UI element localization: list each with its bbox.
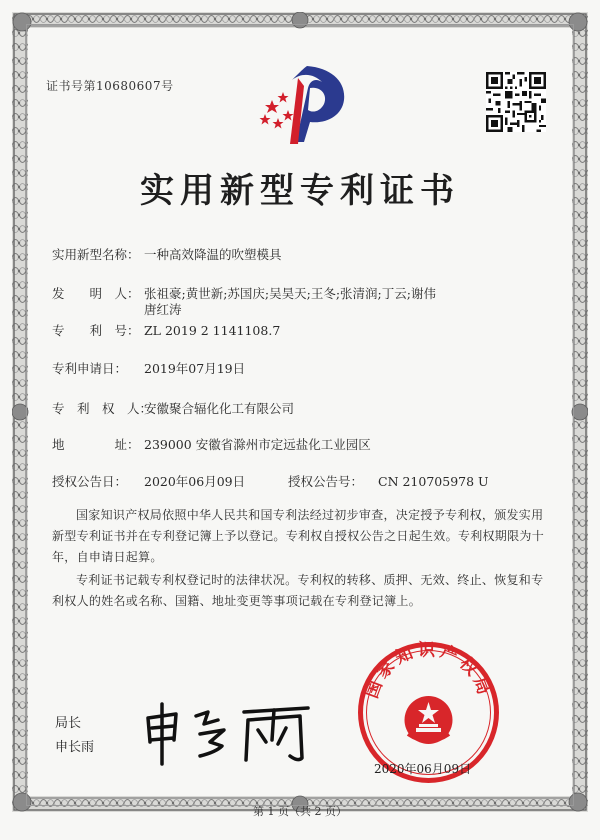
certificate-title: 实用新型专利证书 xyxy=(140,171,460,211)
handwritten-signature xyxy=(140,700,320,770)
announcement-label: 授权公告号： xyxy=(288,474,364,489)
seal-date: 2020年06月09日 xyxy=(374,762,472,776)
signatory-title: 局长 xyxy=(55,716,82,731)
field-label: 地 址： xyxy=(52,437,140,452)
paragraph-grant-statement: 国家知识产权局依照中华人民共和国专利法经过初步审查，决定授予专利权，颁发实用新型专利证书并在专利登记簿上予以登记。专利权自授权公告之日起生效。专利权期限为十年，自申请日起算。 xyxy=(52,508,545,564)
announcement-number: CN 210705978 U xyxy=(378,474,489,489)
field-label: 授权公告日： xyxy=(52,474,128,489)
signatory-name: 申长雨 xyxy=(55,740,95,755)
field-value: 一种高效降温的吹塑模具 xyxy=(144,247,282,262)
national-emblem-icon xyxy=(405,696,453,744)
paragraph-legal-status: 专利证书记载专利权登记时的法律状况。专利权的转移、质押、无效、终止、恢复和专利权人的姓名或名称、国籍、地址变更等事项记载在专利登记簿上。 xyxy=(52,573,544,608)
certificate-number: 证书号第10680607号 xyxy=(46,79,174,93)
field-value: ZL 2019 2 1141108.7 xyxy=(144,323,281,338)
svg-text:国家知识产权局 xyxy=(362,641,495,701)
field-value: 239000 安徽省滁州市定远盐化工业园区 xyxy=(144,437,371,452)
field-value: 2020年06月09日 xyxy=(144,474,246,489)
seal-text: 国家知识产权局 xyxy=(362,640,495,702)
field-label: 专 利 权 人： xyxy=(52,401,153,416)
page-footer: 第 1 页（共 2 页） xyxy=(253,805,347,818)
field-label: 发 明 人： xyxy=(52,286,140,301)
field-label: 实用新型名称： xyxy=(52,247,140,262)
field-label: 专 利 号： xyxy=(52,323,140,338)
field-value: 安徽聚合辐化化工有限公司 xyxy=(144,401,295,416)
field-value: 2019年07月19日 xyxy=(144,361,246,376)
field-value: 唐红涛 xyxy=(144,302,182,317)
field-label: 专利申请日： xyxy=(52,361,128,376)
cnipa-logo-icon xyxy=(252,58,352,148)
qr-code xyxy=(486,72,546,132)
field-value: 张祖豪;黄世新;苏国庆;吴昊天;王冬;张清润;丁云;谢伟 xyxy=(144,286,436,301)
